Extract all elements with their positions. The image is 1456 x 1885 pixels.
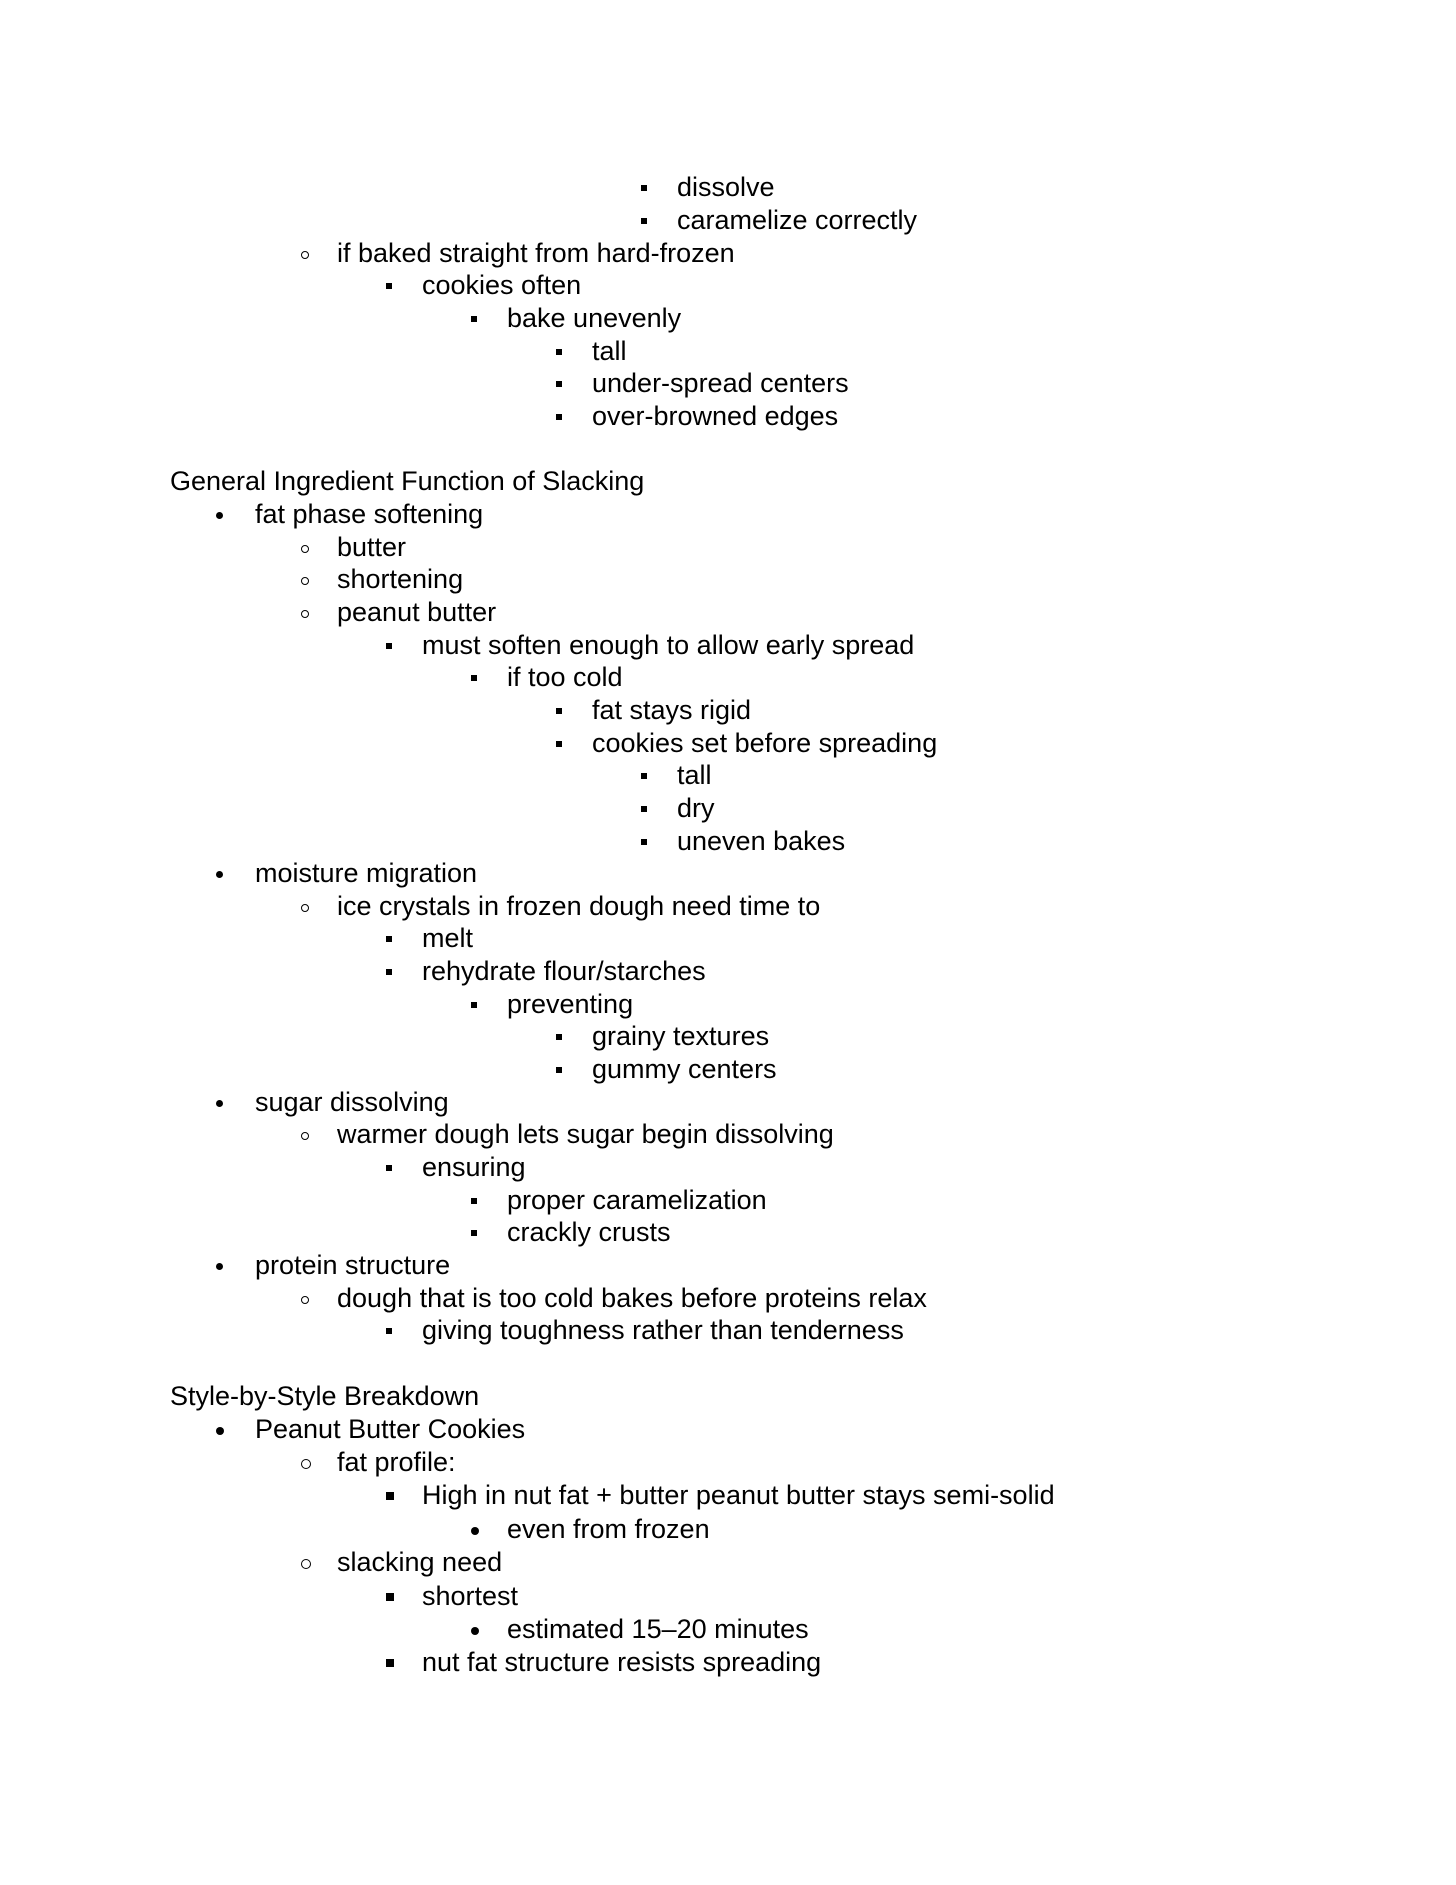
list-item-text: Peanut Butter Cookies — [255, 1414, 526, 1444]
list-item-text: ensuring — [422, 1152, 526, 1182]
square-bullet-icon — [380, 1479, 400, 1512]
square-bullet-icon — [635, 792, 655, 825]
list-item-text: tall — [592, 336, 627, 366]
square-bullet-icon — [635, 759, 655, 792]
list-item-text: must soften enough to allow early spread — [422, 630, 915, 660]
square-bullet-icon — [550, 694, 570, 727]
circle-bullet-icon — [296, 596, 316, 629]
square-bullet-icon — [635, 825, 655, 858]
list-item-text: estimated 15–20 minutes — [507, 1614, 809, 1644]
list-item-text: rehydrate flour/starches — [422, 956, 706, 986]
list-item-text: fat profile: — [337, 1447, 456, 1477]
list-item-text: crackly crusts — [507, 1217, 671, 1247]
list-item-text: dough that is too cold bakes before proteins relax — [337, 1283, 927, 1313]
square-bullet-icon — [380, 922, 400, 955]
list-item-text: butter — [337, 532, 407, 562]
list-item-text: cookies set before spreading — [592, 728, 938, 758]
circle-bullet-icon — [296, 1546, 316, 1579]
square-bullet-icon — [465, 661, 485, 694]
section-heading-text: General Ingredient Function of Slacking — [170, 466, 645, 496]
list-item-text: shortest — [422, 1581, 519, 1611]
disc-bullet-icon — [210, 498, 230, 531]
list-item-text: fat stays rigid — [592, 695, 752, 725]
list-item-text: dry — [677, 793, 715, 823]
circle-bullet-icon — [296, 1446, 316, 1479]
square-bullet-icon — [550, 400, 570, 433]
square-bullet-icon — [380, 1151, 400, 1184]
list-item-text: uneven bakes — [677, 826, 846, 856]
square-bullet-icon — [635, 171, 655, 204]
list-item-text: sugar dissolving — [255, 1087, 449, 1117]
list-item-text: preventing — [507, 989, 634, 1019]
list-item-text: bake unevenly — [507, 303, 682, 333]
square-bullet-icon — [380, 1646, 400, 1679]
square-bullet-icon — [465, 1184, 485, 1217]
list-item-text: over-browned edges — [592, 401, 839, 431]
circle-bullet-icon — [296, 563, 316, 596]
square-bullet-icon — [465, 1216, 485, 1249]
disc-bullet-icon — [465, 1513, 485, 1546]
list-item-text: even from frozen — [507, 1514, 710, 1544]
list-item-text: slacking need — [337, 1547, 503, 1577]
list-item-text: moisture migration — [255, 858, 478, 888]
list-item-text: dissolve — [677, 172, 775, 202]
square-bullet-icon — [465, 302, 485, 335]
list-item-text: shortening — [337, 564, 464, 594]
square-bullet-icon — [380, 1580, 400, 1613]
square-bullet-icon — [550, 1020, 570, 1053]
list-item-text: nut fat structure resists spreading — [422, 1647, 822, 1677]
list-item-text: warmer dough lets sugar begin dissolving — [337, 1119, 834, 1149]
disc-bullet-icon — [210, 1249, 230, 1282]
list-item-text: if baked straight from hard-frozen — [337, 238, 735, 268]
square-bullet-icon — [550, 727, 570, 760]
list-item-text: melt — [422, 923, 474, 953]
disc-bullet-icon — [465, 1613, 485, 1646]
circle-bullet-icon — [296, 890, 316, 923]
list-item-text: fat phase softening — [255, 499, 484, 529]
list-item-text: tall — [677, 760, 712, 790]
square-bullet-icon — [380, 269, 400, 302]
circle-bullet-icon — [296, 1282, 316, 1315]
square-bullet-icon — [550, 367, 570, 400]
section-heading-text: Style-by-Style Breakdown — [170, 1381, 480, 1411]
list-item-text: under-spread centers — [592, 368, 849, 398]
list-item-text: cookies often — [422, 270, 582, 300]
disc-bullet-icon — [210, 1086, 230, 1119]
square-bullet-icon — [550, 335, 570, 368]
circle-bullet-icon — [296, 1118, 316, 1151]
circle-bullet-icon — [296, 237, 316, 270]
disc-bullet-icon — [210, 1413, 230, 1446]
square-bullet-icon — [635, 204, 655, 237]
square-bullet-icon — [465, 988, 485, 1021]
list-item-text: giving toughness rather than tenderness — [422, 1315, 904, 1345]
list-item-text: grainy textures — [592, 1021, 770, 1051]
square-bullet-icon — [380, 955, 400, 988]
square-bullet-icon — [550, 1053, 570, 1086]
list-item-text: protein structure — [255, 1250, 451, 1280]
square-bullet-icon — [380, 629, 400, 662]
list-item-text: proper caramelization — [507, 1185, 767, 1215]
list-item-text: gummy centers — [592, 1054, 777, 1084]
list-item-text: if too cold — [507, 662, 623, 692]
circle-bullet-icon — [296, 531, 316, 564]
list-item-text: caramelize correctly — [677, 205, 918, 235]
square-bullet-icon — [380, 1314, 400, 1347]
list-item-text: ice crystals in frozen dough need time to — [337, 891, 821, 921]
list-item-text: peanut butter — [337, 597, 497, 627]
disc-bullet-icon — [210, 857, 230, 890]
list-item-text: High in nut fat + butter peanut butter stays semi-solid — [422, 1480, 1055, 1510]
